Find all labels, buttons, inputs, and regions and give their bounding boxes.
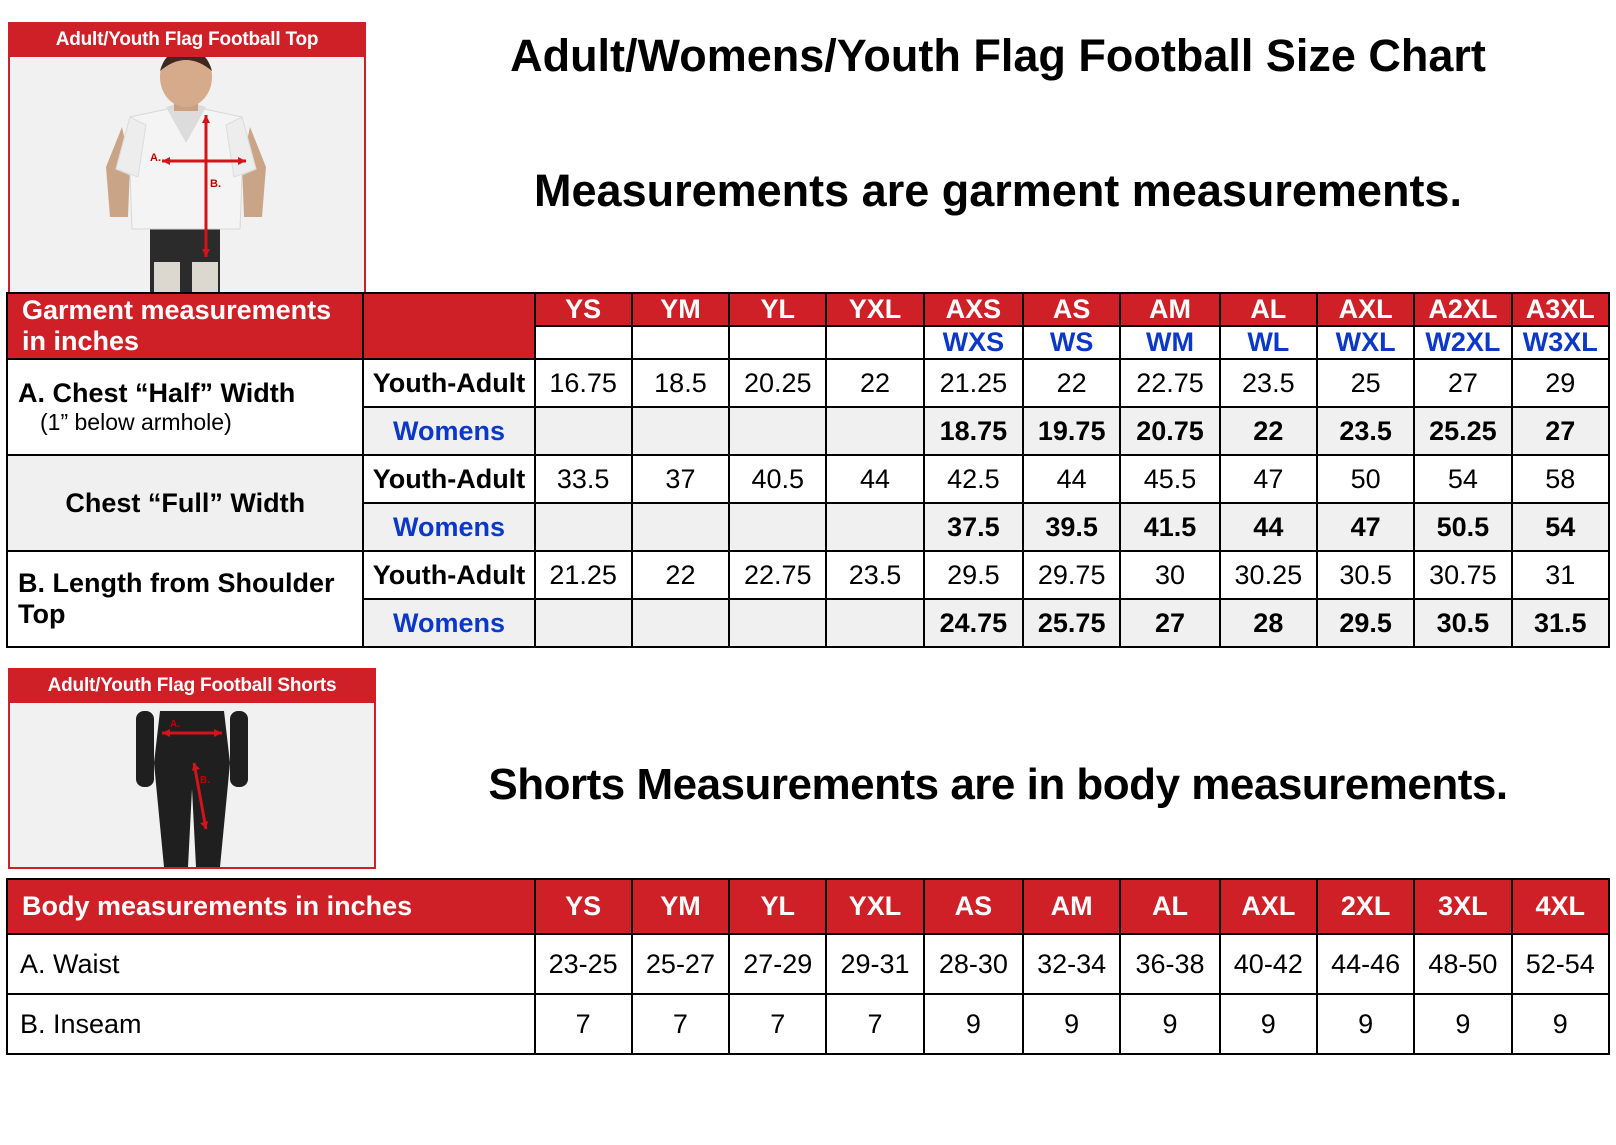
waist-3: 29-31 — [826, 934, 923, 994]
body-row-label-inseam: B. Inseam — [7, 994, 535, 1054]
r2-w-6: 27 — [1120, 599, 1219, 647]
body-size-axl: AXL — [1220, 879, 1317, 934]
r1-youth-10: 58 — [1512, 455, 1609, 503]
r1-youth-9: 54 — [1414, 455, 1511, 503]
r1-youth-8: 50 — [1317, 455, 1414, 503]
size-header-yl: YL — [729, 293, 826, 326]
r0-w-10: 27 — [1512, 407, 1609, 455]
waist-0: 23-25 — [535, 934, 632, 994]
r1-youth-6: 45.5 — [1120, 455, 1219, 503]
table-row — [7, 551, 1609, 599]
womens-size-wxl: WXL — [1317, 326, 1414, 359]
jersey-figure-icon — [10, 57, 364, 294]
womens-size-wl: WL — [1220, 326, 1317, 359]
inseam-4: 9 — [924, 994, 1023, 1054]
row-label-chest-full: Chest “Full” Width — [7, 455, 363, 551]
r2-w-2 — [729, 599, 826, 647]
size-header-a2xl: A2XL — [1414, 293, 1511, 326]
r2-youth-2: 22.75 — [729, 551, 826, 599]
svg-text:B.: B. — [210, 178, 221, 190]
size-header-axs: AXS — [924, 293, 1023, 326]
body-corner-label: Body measurements in inches — [7, 879, 535, 934]
size-header-yxl: YXL — [826, 293, 923, 326]
r2-w-10: 31.5 — [1512, 599, 1609, 647]
inseam-0: 7 — [535, 994, 632, 1054]
r1-w-7: 44 — [1220, 503, 1317, 551]
r0-youth-5: 22 — [1023, 359, 1120, 407]
garment-measurements-table — [6, 292, 1610, 648]
size-header-ym: YM — [632, 293, 729, 326]
row1-sub-youth: Youth-Adult — [363, 455, 534, 503]
table-row — [7, 455, 1609, 503]
waist-7: 40-42 — [1220, 934, 1317, 994]
size-header-a3xl: A3XL — [1512, 293, 1609, 326]
body-size-2xl: 2XL — [1317, 879, 1414, 934]
r2-w-5: 25.75 — [1023, 599, 1120, 647]
body-size-yxl: YXL — [826, 879, 923, 934]
r1-youth-4: 42.5 — [924, 455, 1023, 503]
row-label-length: B. Length from Shoulder Top — [7, 551, 363, 647]
r1-w-8: 47 — [1317, 503, 1414, 551]
r2-youth-6: 30 — [1120, 551, 1219, 599]
r1-w-6: 41.5 — [1120, 503, 1219, 551]
table-row — [7, 934, 1609, 994]
jersey-image-card — [8, 22, 366, 296]
body-row-label-waist: A. Waist — [7, 934, 535, 994]
r0-w-1 — [632, 407, 729, 455]
shorts-image-card — [8, 668, 376, 869]
row-label-chest-half — [7, 359, 363, 455]
r2-youth-5: 29.75 — [1023, 551, 1120, 599]
womens-size-wm: WM — [1120, 326, 1219, 359]
body-table-header-row — [7, 879, 1609, 934]
r0-youth-1: 18.5 — [632, 359, 729, 407]
r0-w-8: 23.5 — [1317, 407, 1414, 455]
r2-w-9: 30.5 — [1414, 599, 1511, 647]
row2-sub-womens: Womens — [363, 599, 534, 647]
svg-text:A.: A. — [150, 152, 161, 164]
row2-sub-youth: Youth-Adult — [363, 551, 534, 599]
row0-sub-womens: Womens — [363, 407, 534, 455]
jersey-illustration — [10, 57, 364, 294]
size-header-al: AL — [1220, 293, 1317, 326]
r2-w-8: 29.5 — [1317, 599, 1414, 647]
waist-2: 27-29 — [729, 934, 826, 994]
r1-youth-3: 44 — [826, 455, 923, 503]
size-header-as: AS — [1023, 293, 1120, 326]
garment-note: Measurements are garment measurements. — [534, 165, 1462, 216]
row-label-line2: (1” below armhole) — [40, 409, 232, 435]
size-header-am: AM — [1120, 293, 1219, 326]
womens-size-ws: WS — [1023, 326, 1120, 359]
r0-w-7: 22 — [1220, 407, 1317, 455]
size-header-ys: YS — [535, 293, 632, 326]
r0-youth-6: 22.75 — [1120, 359, 1219, 407]
r1-w-1 — [632, 503, 729, 551]
inseam-10: 9 — [1512, 994, 1609, 1054]
r1-w-2 — [729, 503, 826, 551]
waist-9: 48-50 — [1414, 934, 1511, 994]
r2-youth-4: 29.5 — [924, 551, 1023, 599]
table-header-row — [7, 293, 1609, 326]
row-label-line1: A. Chest “Half” Width — [18, 378, 296, 408]
r0-youth-7: 23.5 — [1220, 359, 1317, 407]
waist-4: 28-30 — [924, 934, 1023, 994]
svg-text:A.: A. — [170, 719, 180, 730]
r2-w-0 — [535, 599, 632, 647]
r1-youth-1: 37 — [632, 455, 729, 503]
womens-size-0 — [535, 326, 632, 359]
table-row — [7, 359, 1609, 407]
r0-youth-4: 21.25 — [924, 359, 1023, 407]
r2-w-7: 28 — [1220, 599, 1317, 647]
r0-w-0 — [535, 407, 632, 455]
r1-youth-0: 33.5 — [535, 455, 632, 503]
shorts-illustration — [10, 703, 374, 867]
r0-youth-8: 25 — [1317, 359, 1414, 407]
body-size-am: AM — [1023, 879, 1120, 934]
garment-corner-spacer — [363, 293, 534, 359]
body-size-ys: YS — [535, 879, 632, 934]
body-size-3xl: 3XL — [1414, 879, 1511, 934]
inseam-1: 7 — [632, 994, 729, 1054]
inseam-2: 7 — [729, 994, 826, 1054]
r1-youth-2: 40.5 — [729, 455, 826, 503]
r0-w-2 — [729, 407, 826, 455]
womens-size-2 — [729, 326, 826, 359]
waist-8: 44-46 — [1317, 934, 1414, 994]
r2-youth-0: 21.25 — [535, 551, 632, 599]
row1-sub-womens: Womens — [363, 503, 534, 551]
garment-corner-label: Garment measurements in inches — [7, 293, 363, 359]
size-header-axl: AXL — [1317, 293, 1414, 326]
r0-w-3 — [826, 407, 923, 455]
body-size-al: AL — [1120, 879, 1219, 934]
r1-w-0 — [535, 503, 632, 551]
r2-youth-7: 30.25 — [1220, 551, 1317, 599]
r1-w-10: 54 — [1512, 503, 1609, 551]
r2-w-1 — [632, 599, 729, 647]
r2-youth-1: 22 — [632, 551, 729, 599]
r1-youth-7: 47 — [1220, 455, 1317, 503]
table-row — [7, 994, 1609, 1054]
womens-size-wxs: WXS — [924, 326, 1023, 359]
body-size-ym: YM — [632, 879, 729, 934]
r2-w-3 — [826, 599, 923, 647]
waist-6: 36-38 — [1120, 934, 1219, 994]
r2-w-4: 24.75 — [924, 599, 1023, 647]
shorts-card-caption: Adult/Youth Flag Football Shorts — [10, 670, 374, 703]
inseam-6: 9 — [1120, 994, 1219, 1054]
r0-youth-2: 20.25 — [729, 359, 826, 407]
body-measurements-table — [6, 878, 1610, 1055]
r2-youth-8: 30.5 — [1317, 551, 1414, 599]
shorts-figure-icon — [10, 703, 374, 867]
r1-w-4: 37.5 — [924, 503, 1023, 551]
r0-w-4: 18.75 — [924, 407, 1023, 455]
r1-w-9: 50.5 — [1414, 503, 1511, 551]
inseam-7: 9 — [1220, 994, 1317, 1054]
body-size-4xl: 4XL — [1512, 879, 1609, 934]
waist-10: 52-54 — [1512, 934, 1609, 994]
r2-youth-3: 23.5 — [826, 551, 923, 599]
inseam-3: 7 — [826, 994, 923, 1054]
womens-size-w2xl: W2XL — [1414, 326, 1511, 359]
svg-text:B.: B. — [200, 775, 210, 786]
womens-size-1 — [632, 326, 729, 359]
r0-w-6: 20.75 — [1120, 407, 1219, 455]
r0-youth-9: 27 — [1414, 359, 1511, 407]
inseam-9: 9 — [1414, 994, 1511, 1054]
inseam-8: 9 — [1317, 994, 1414, 1054]
inseam-5: 9 — [1023, 994, 1120, 1054]
body-size-yl: YL — [729, 879, 826, 934]
r0-youth-0: 16.75 — [535, 359, 632, 407]
r2-youth-10: 31 — [1512, 551, 1609, 599]
r2-youth-9: 30.75 — [1414, 551, 1511, 599]
row0-sub-youth: Youth-Adult — [363, 359, 534, 407]
page-title: Adult/Womens/Youth Flag Football Size Chart — [510, 30, 1486, 81]
womens-size-3 — [826, 326, 923, 359]
r0-youth-3: 22 — [826, 359, 923, 407]
r0-w-5: 19.75 — [1023, 407, 1120, 455]
waist-5: 32-34 — [1023, 934, 1120, 994]
womens-size-w3xl: W3XL — [1512, 326, 1609, 359]
r0-youth-10: 29 — [1512, 359, 1609, 407]
r1-youth-5: 44 — [1023, 455, 1120, 503]
r0-w-9: 25.25 — [1414, 407, 1511, 455]
shorts-note: Shorts Measurements are in body measurements. — [488, 760, 1508, 809]
jersey-card-caption: Adult/Youth Flag Football Top — [10, 24, 364, 57]
r1-w-5: 39.5 — [1023, 503, 1120, 551]
waist-1: 25-27 — [632, 934, 729, 994]
r1-w-3 — [826, 503, 923, 551]
body-size-as: AS — [924, 879, 1023, 934]
